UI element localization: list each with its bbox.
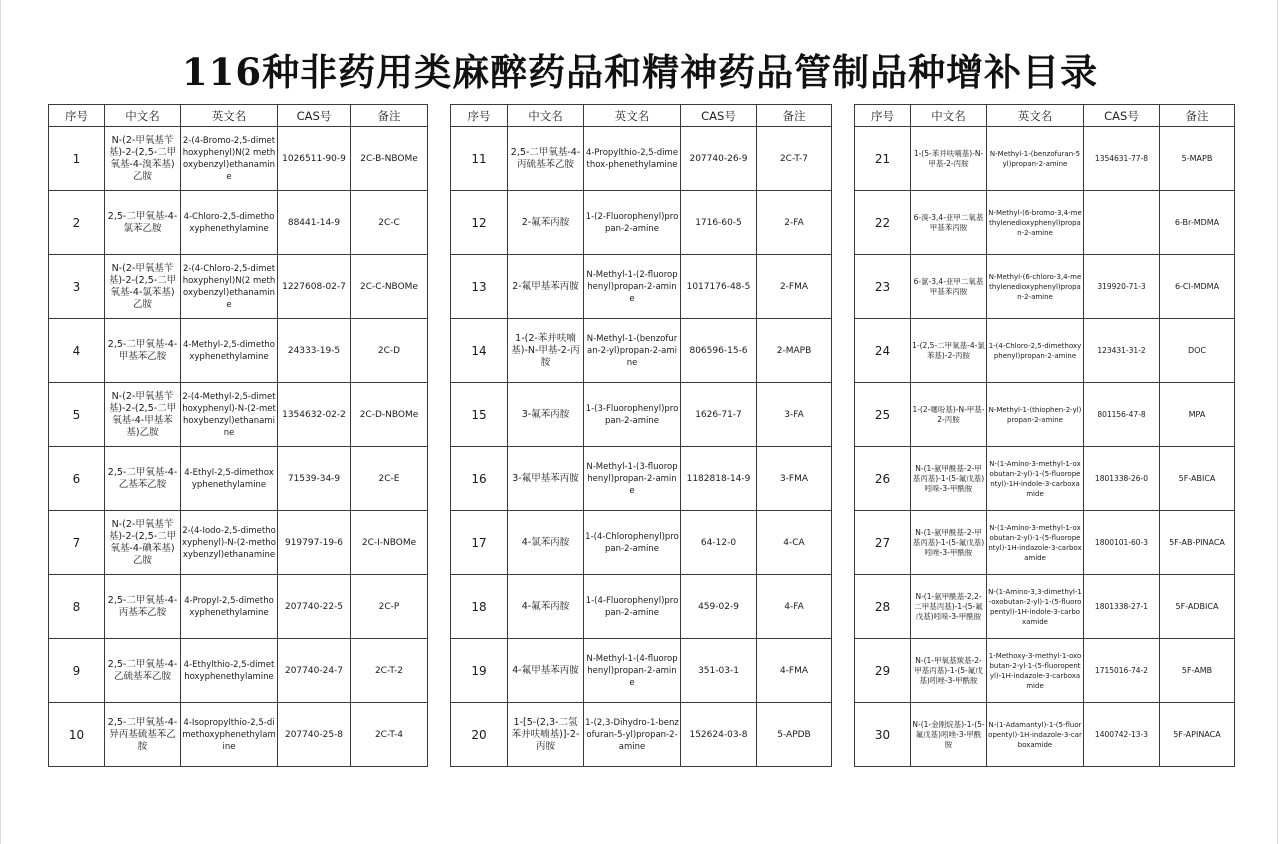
cas-number-cell: 1227608-02-7 xyxy=(278,255,351,319)
english-name-cell: 1-(3-Fluorophenyl)propan-2-amine xyxy=(584,383,681,447)
chinese-name-cell: 4-氯苯丙胺 xyxy=(508,511,584,575)
remark-cell: 2C-D xyxy=(351,319,428,383)
column-gap xyxy=(428,191,451,255)
serial-number-cell: 29 xyxy=(855,639,911,703)
cas-number-cell: 207740-26-9 xyxy=(681,127,757,191)
english-name-cell: N-(1-Amino-3,3-dimethyl-1-oxobutan-2-yl)-1-(5-fluoropentyl)-1H-indole-3-carboxamide xyxy=(987,575,1084,639)
table-row xyxy=(49,639,1235,703)
substance-table xyxy=(48,104,1235,767)
cas-number-cell: 1801338-27-1 xyxy=(1084,575,1160,639)
chinese-name-cell: N-(2-甲氧基苄基)-2-(2,5-二甲氧基-4-碘苯基)乙胺 xyxy=(105,511,181,575)
serial-number-cell: 10 xyxy=(49,703,105,767)
table-row xyxy=(49,447,1235,511)
remark-cell: 3-FMA xyxy=(757,447,832,511)
remark-cell: 3-FA xyxy=(757,383,832,447)
remark-cell: 2C-D-NBOMe xyxy=(351,383,428,447)
column-gap xyxy=(832,703,855,767)
chinese-name-cell: 2-氟甲基苯丙胺 xyxy=(508,255,584,319)
english-name-cell: 1-(4-Fluorophenyl)propan-2-amine xyxy=(584,575,681,639)
column-gap xyxy=(832,319,855,383)
cas-number-cell: 351-03-1 xyxy=(681,639,757,703)
remark-cell: 2C-T-7 xyxy=(757,127,832,191)
column-gap xyxy=(428,255,451,319)
cas-number-cell: 1626-71-7 xyxy=(681,383,757,447)
remark-cell: 2C-P xyxy=(351,575,428,639)
serial-number-cell: 30 xyxy=(855,703,911,767)
header-note: 备注 xyxy=(1160,105,1235,127)
chinese-name-cell: 1-(2-噻吩基)-N-甲基-2-丙胺 xyxy=(911,383,987,447)
english-name-cell: 2-(4-Methyl-2,5-dimethoxyphenyl)-N-(2-methoxybenzyl)ethanamine xyxy=(181,383,278,447)
english-name-cell: 1-Methoxy-3-methyl-1-oxobutan-2-yl-1-(5-fluoropentyl)-1H-indazole-3-carboxamide xyxy=(987,639,1084,703)
cas-number-cell: 459-02-9 xyxy=(681,575,757,639)
english-name-cell: N-(1-Adamantyl)-1-(5-fluoropentyl)-1H-indazole-3-carboxamide xyxy=(987,703,1084,767)
english-name-cell: N-Methyl-1-(3-fluorophenyl)propan-2-amine xyxy=(584,447,681,511)
chinese-name-cell: 1-(5-苯并呋喃基)-N-甲基-2-丙胺 xyxy=(911,127,987,191)
cas-number-cell: 1026511-90-9 xyxy=(278,127,351,191)
header-note: 备注 xyxy=(351,105,428,127)
cas-number-cell: 1716-60-5 xyxy=(681,191,757,255)
serial-number-cell: 16 xyxy=(451,447,508,511)
table-row xyxy=(49,511,1235,575)
serial-number-cell: 19 xyxy=(451,639,508,703)
header-chinese-name: 中文名 xyxy=(911,105,987,127)
header-cas: CAS号 xyxy=(681,105,757,127)
chinese-name-cell: 2,5-二甲氧基-4-乙硫基苯乙胺 xyxy=(105,639,181,703)
english-name-cell: 4-Ethyl-2,5-dimethoxyphenethylamine xyxy=(181,447,278,511)
header-serial: 序号 xyxy=(855,105,911,127)
column-gap xyxy=(428,105,451,127)
remark-cell: 5F-ADBICA xyxy=(1160,575,1235,639)
chinese-name-cell: N-(1-甲氧基羰基-2-甲基丙基)-1-(5-氟戊基)吲唑-3-甲酰胺 xyxy=(911,639,987,703)
serial-number-cell: 12 xyxy=(451,191,508,255)
column-gap xyxy=(832,127,855,191)
english-name-cell: N-Methyl-1-(4-fluorophenyl)propan-2-amine xyxy=(584,639,681,703)
english-name-cell: 4-Propylthio-2,5-dimethox-phenethylamine xyxy=(584,127,681,191)
column-gap xyxy=(832,255,855,319)
remark-cell: 2C-C-NBOMe xyxy=(351,255,428,319)
cas-number-cell: 801156-47-8 xyxy=(1084,383,1160,447)
cas-number-cell: 123431-31-2 xyxy=(1084,319,1160,383)
column-gap xyxy=(832,447,855,511)
english-name-cell: N-Methyl-1-(benzofuran-2-yl)propan-2-amine xyxy=(584,319,681,383)
remark-cell: 6-Br-MDMA xyxy=(1160,191,1235,255)
cas-number-cell: 207740-25-8 xyxy=(278,703,351,767)
serial-number-cell: 4 xyxy=(49,319,105,383)
english-name-cell: 2-(4-Iodo-2,5-dimethoxyphenyl)-N-(2-methoxybenzyl)ethanamine xyxy=(181,511,278,575)
chinese-name-cell: N-(1-氨甲酰基-2,2-二甲基丙基)-1-(5-氟戊基)吲哚-3-甲酰胺 xyxy=(911,575,987,639)
column-gap xyxy=(428,319,451,383)
chinese-name-cell: 4-氟苯丙胺 xyxy=(508,575,584,639)
remark-cell: 2-FMA xyxy=(757,255,832,319)
cas-number-cell: 1800101-60-3 xyxy=(1084,511,1160,575)
cas-number-cell: 64-12-0 xyxy=(681,511,757,575)
header-cas: CAS号 xyxy=(278,105,351,127)
column-gap xyxy=(428,511,451,575)
remark-cell: DOC xyxy=(1160,319,1235,383)
serial-number-cell: 1 xyxy=(49,127,105,191)
serial-number-cell: 25 xyxy=(855,383,911,447)
cas-number-cell: 1354631-77-8 xyxy=(1084,127,1160,191)
chinese-name-cell: 2,5-二甲氧基-4-氯苯乙胺 xyxy=(105,191,181,255)
remark-cell: 2C-C xyxy=(351,191,428,255)
english-name-cell: 2-(4-Chloro-2,5-dimethoxyphenyl)N(2 methoxybenzyl)ethanamine xyxy=(181,255,278,319)
serial-number-cell: 6 xyxy=(49,447,105,511)
remark-cell: 5F-APINACA xyxy=(1160,703,1235,767)
english-name-cell: 4-Chloro-2,5-dimethoxyphenethylamine xyxy=(181,191,278,255)
chinese-name-cell: 3-氟甲基苯丙胺 xyxy=(508,447,584,511)
serial-number-cell: 3 xyxy=(49,255,105,319)
header-note: 备注 xyxy=(757,105,832,127)
cas-number-cell: 1715016-74-2 xyxy=(1084,639,1160,703)
header-english-name: 英文名 xyxy=(584,105,681,127)
english-name-cell: N-(1-Amino-3-methyl-1-oxobutan-2-yl)-1-(5-fluoropentyl)-1H-indazole-3-carboxamide xyxy=(987,511,1084,575)
english-name-cell: N-Methyl-1-(benzofuran-5yl)propan-2-amine xyxy=(987,127,1084,191)
header-english-name: 英文名 xyxy=(987,105,1084,127)
chinese-name-cell: 2,5-二甲氧基-4-异丙基硫基苯乙胺 xyxy=(105,703,181,767)
cas-number-cell: 1801338-26-0 xyxy=(1084,447,1160,511)
header-english-name: 英文名 xyxy=(181,105,278,127)
chinese-name-cell: 6-氯-3,4-亚甲二氧基甲基苯丙胺 xyxy=(911,255,987,319)
serial-number-cell: 20 xyxy=(451,703,508,767)
cas-number-cell: 1182818-14-9 xyxy=(681,447,757,511)
serial-number-cell: 17 xyxy=(451,511,508,575)
column-gap xyxy=(428,127,451,191)
remark-cell: 5F-AMB xyxy=(1160,639,1235,703)
column-gap xyxy=(428,639,451,703)
english-name-cell: 1-(2,3-Dihydro-1-benzofuran-5-yl)propan-2-amine xyxy=(584,703,681,767)
chinese-name-cell: N-(1-氨甲酰基-2-甲基丙基)-1-(5-氟戊基)吲唑-3-甲酰胺 xyxy=(911,511,987,575)
cas-number-cell: 919797-19-6 xyxy=(278,511,351,575)
header-row xyxy=(49,105,1235,127)
english-name-cell: 1-(4-Chloro-2,5-dimethoxyphenyl)propan-2-amine xyxy=(987,319,1084,383)
chinese-name-cell: 1-[5-(2,3-二氢苯并呋喃基)]-2-丙胺 xyxy=(508,703,584,767)
serial-number-cell: 9 xyxy=(49,639,105,703)
serial-number-cell: 2 xyxy=(49,191,105,255)
table-row xyxy=(49,383,1235,447)
cas-number-cell: 1354632-02-2 xyxy=(278,383,351,447)
remark-cell: 2C-T-4 xyxy=(351,703,428,767)
chinese-name-cell: 2-氟苯丙胺 xyxy=(508,191,584,255)
chinese-name-cell: 2,5-二甲氧基-4-丙硫基苯乙胺 xyxy=(508,127,584,191)
remark-cell: 5F-ABICA xyxy=(1160,447,1235,511)
column-gap xyxy=(832,191,855,255)
column-gap xyxy=(428,447,451,511)
remark-cell: 5F-AB-PINACA xyxy=(1160,511,1235,575)
cas-number-cell: 24333-19-5 xyxy=(278,319,351,383)
serial-number-cell: 13 xyxy=(451,255,508,319)
table-row xyxy=(49,575,1235,639)
cas-number-cell xyxy=(1084,191,1160,255)
serial-number-cell: 28 xyxy=(855,575,911,639)
serial-number-cell: 21 xyxy=(855,127,911,191)
column-gap xyxy=(428,383,451,447)
remark-cell: 2-FA xyxy=(757,191,832,255)
chinese-name-cell: 2,5-二甲氧基-4-乙基苯乙胺 xyxy=(105,447,181,511)
chinese-name-cell: 6-溴-3,4-亚甲二氧基甲基苯丙胺 xyxy=(911,191,987,255)
remark-cell: 2C-B-NBOMe xyxy=(351,127,428,191)
remark-cell: 6-Cl-MDMA xyxy=(1160,255,1235,319)
column-gap xyxy=(832,511,855,575)
serial-number-cell: 7 xyxy=(49,511,105,575)
english-name-cell: 2-(4-Bromo-2,5-dimethoxyphenyl)N(2 methoxybenzyl)ethanamine xyxy=(181,127,278,191)
remark-cell: 4-FMA xyxy=(757,639,832,703)
chinese-name-cell: 1-(2,5-二甲氧基-4-氯苯基)-2-丙胺 xyxy=(911,319,987,383)
remark-cell: 2C-T-2 xyxy=(351,639,428,703)
column-gap xyxy=(832,639,855,703)
chinese-name-cell: N-(2-甲氧基苄基)-2-(2,5-二甲氧基-4-甲基苯基)乙胺 xyxy=(105,383,181,447)
serial-number-cell: 15 xyxy=(451,383,508,447)
cas-number-cell: 1017176-48-5 xyxy=(681,255,757,319)
header-chinese-name: 中文名 xyxy=(508,105,584,127)
table-row xyxy=(49,255,1235,319)
column-gap xyxy=(832,383,855,447)
table-row xyxy=(49,319,1235,383)
serial-number-cell: 8 xyxy=(49,575,105,639)
serial-number-cell: 26 xyxy=(855,447,911,511)
english-name-cell: N-Methyl-1-(thiophen-2-yl)propan-2-amine xyxy=(987,383,1084,447)
header-chinese-name: 中文名 xyxy=(105,105,181,127)
page-edge xyxy=(1277,0,1278,844)
serial-number-cell: 18 xyxy=(451,575,508,639)
cas-number-cell: 88441-14-9 xyxy=(278,191,351,255)
table-row xyxy=(49,127,1235,191)
english-name-cell: N-Methyl-1-(2-fluorophenyl)propan-2-amine xyxy=(584,255,681,319)
chinese-name-cell: N-(2-甲氧基苄基)-2-(2,5-二甲氧基-4-溴苯基)乙胺 xyxy=(105,127,181,191)
remark-cell: 5-APDB xyxy=(757,703,832,767)
serial-number-cell: 5 xyxy=(49,383,105,447)
chinese-name-cell: 4-氟甲基苯丙胺 xyxy=(508,639,584,703)
cas-number-cell: 207740-22-5 xyxy=(278,575,351,639)
serial-number-cell: 23 xyxy=(855,255,911,319)
table-row xyxy=(49,703,1235,767)
english-name-cell: N-(1-Amino-3-methyl-1-oxobutan-2-yl)-1-(5-fluoropentyl)-1H-indole-3-carboxamide xyxy=(987,447,1084,511)
cas-number-cell: 152624-03-8 xyxy=(681,703,757,767)
english-name-cell: 4-Ethylthio-2,5-dimethoxyphenethylamine xyxy=(181,639,278,703)
chinese-name-cell: N-(2-甲氧基苄基)-2-(2,5-二甲氧基-4-氯苯基)乙胺 xyxy=(105,255,181,319)
chinese-name-cell: N-(1-氨甲酰基-2-甲基丙基)-1-(5-氟戊基)吲哚-3-甲酰胺 xyxy=(911,447,987,511)
cas-number-cell: 806596-15-6 xyxy=(681,319,757,383)
header-serial: 序号 xyxy=(49,105,105,127)
remark-cell: 5-MAPB xyxy=(1160,127,1235,191)
header-cas: CAS号 xyxy=(1084,105,1160,127)
english-name-cell: 4-Propyl-2,5-dimethoxyphenethylamine xyxy=(181,575,278,639)
english-name-cell: 1-(2-Fluorophenyl)propan-2-amine xyxy=(584,191,681,255)
chinese-name-cell: 1-(2-苯并呋喃基)-N-甲基-2-丙胺 xyxy=(508,319,584,383)
chinese-name-cell: N-(1-金刚烷基)-1-(5-氟戊基)吲唑-3-甲酰胺 xyxy=(911,703,987,767)
chinese-name-cell: 2,5-二甲氧基-4-甲基苯乙胺 xyxy=(105,319,181,383)
serial-number-cell: 11 xyxy=(451,127,508,191)
english-name-cell: N-Methyl-(6-chloro-3,4-methylenedioxyphenyl)propan-2-amine xyxy=(987,255,1084,319)
cas-number-cell: 1400742-13-3 xyxy=(1084,703,1160,767)
remark-cell: MPA xyxy=(1160,383,1235,447)
remark-cell: 2-MAPB xyxy=(757,319,832,383)
serial-number-cell: 24 xyxy=(855,319,911,383)
chinese-name-cell: 3-氟苯丙胺 xyxy=(508,383,584,447)
remark-cell: 4-FA xyxy=(757,575,832,639)
english-name-cell: 1-(4-Chlorophenyl)propan-2-amine xyxy=(584,511,681,575)
serial-number-cell: 14 xyxy=(451,319,508,383)
column-gap xyxy=(832,575,855,639)
cas-number-cell: 71539-34-9 xyxy=(278,447,351,511)
remark-cell: 2C-E xyxy=(351,447,428,511)
column-gap xyxy=(428,703,451,767)
column-gap xyxy=(832,105,855,127)
cas-number-cell: 207740-24-7 xyxy=(278,639,351,703)
column-gap xyxy=(428,575,451,639)
serial-number-cell: 27 xyxy=(855,511,911,575)
cas-number-cell: 319920-71-3 xyxy=(1084,255,1160,319)
serial-number-cell: 22 xyxy=(855,191,911,255)
chinese-name-cell: 2,5-二甲氧基-4-丙基苯乙胺 xyxy=(105,575,181,639)
remark-cell: 4-CA xyxy=(757,511,832,575)
document-title: 116种非药用类麻醉药品和精神药品管制品种增补目录 xyxy=(181,50,1099,94)
table-row xyxy=(49,191,1235,255)
page-edge xyxy=(0,0,1,844)
english-name-cell: N-Methyl-(6-bromo-3,4-methylenedioxyphenyl)propan-2-amine xyxy=(987,191,1084,255)
english-name-cell: 4-Methyl-2,5-dimethoxyphenethylamine xyxy=(181,319,278,383)
remark-cell: 2C-I-NBOMe xyxy=(351,511,428,575)
english-name-cell: 4-Isopropylthio-2,5-dimethoxyphenethylamine xyxy=(181,703,278,767)
header-serial: 序号 xyxy=(451,105,508,127)
